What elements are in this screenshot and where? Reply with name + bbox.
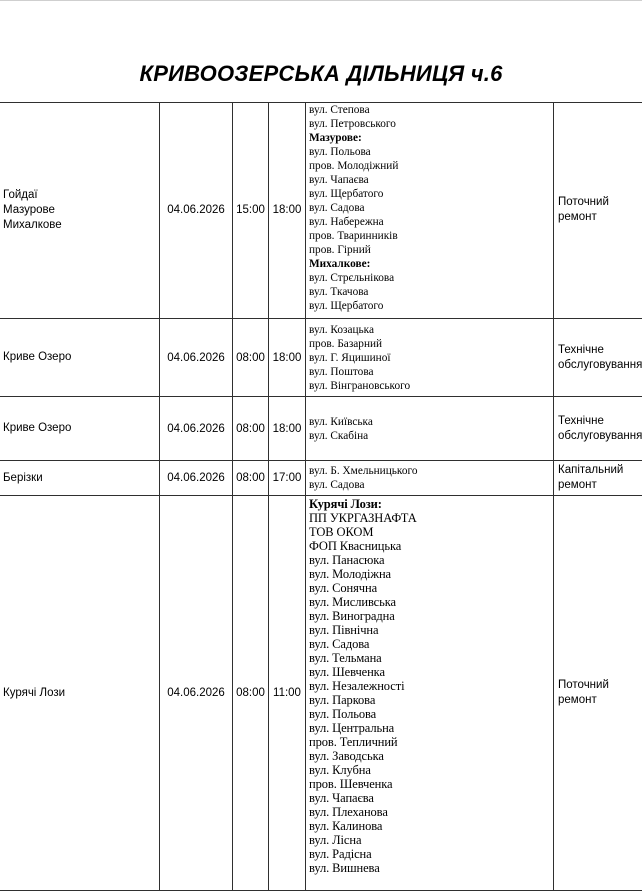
work-type: Поточний ремонт bbox=[558, 679, 609, 706]
streets-cell bbox=[306, 461, 554, 496]
street-item: вул. Панасюка bbox=[309, 553, 385, 567]
place-name: Криве Озеро bbox=[3, 351, 72, 363]
start-time-cell bbox=[233, 319, 269, 397]
outage-date: 04.06.2026 bbox=[167, 422, 225, 435]
end-time: 18:00 bbox=[272, 351, 302, 364]
street-item: вул. Б. Хмельницького bbox=[309, 465, 418, 477]
street-item: вул. Чапаєва bbox=[309, 791, 374, 805]
street-item: вул. Молодіжна bbox=[309, 567, 391, 581]
date-cell bbox=[160, 102, 233, 319]
outage-date: 04.06.2026 bbox=[167, 204, 225, 216]
work-type: Капітальний ремонт bbox=[558, 464, 624, 491]
street-list bbox=[309, 103, 553, 313]
work-type: Технічне обслуговування bbox=[558, 414, 642, 442]
street-item: вул. Стрєльнікова bbox=[309, 272, 395, 284]
end-time: 17:00 bbox=[272, 472, 302, 484]
start-time: 08:00 bbox=[236, 351, 265, 364]
streets-cell bbox=[306, 397, 554, 461]
start-time: 08:00 bbox=[236, 687, 265, 699]
street-item: вул. Чапаєва bbox=[309, 174, 369, 186]
street-item: пров. Молодіжний bbox=[309, 160, 399, 172]
work-type-cell bbox=[554, 461, 642, 496]
place-name: Гойдаї Мазурове Михалкове bbox=[3, 188, 62, 231]
street-item: вул. Радісна bbox=[309, 847, 372, 861]
date-cell bbox=[160, 496, 233, 891]
street-list bbox=[309, 323, 553, 393]
street-item: пров. Базарний bbox=[309, 337, 383, 350]
street-item: вул. Садова bbox=[309, 479, 365, 491]
date-cell bbox=[160, 319, 233, 397]
work-type-cell bbox=[554, 496, 642, 891]
street-item: пров. Шевченка bbox=[309, 777, 393, 791]
village-heading: Мазурове: bbox=[309, 132, 362, 144]
work-type-cell bbox=[554, 102, 642, 319]
street-item: вул. Мисливська bbox=[309, 595, 396, 609]
street-item: ПП УКРГАЗНАФТА bbox=[309, 511, 417, 525]
streets-cell bbox=[306, 496, 554, 891]
date-cell bbox=[160, 461, 233, 496]
place-cell bbox=[0, 397, 160, 461]
start-time-cell bbox=[233, 397, 269, 461]
street-list bbox=[309, 415, 553, 443]
street-item: вул. Садова bbox=[309, 202, 365, 214]
street-list bbox=[309, 464, 553, 492]
street-item: вул. Плеханова bbox=[309, 805, 388, 819]
place-cell bbox=[0, 319, 160, 397]
street-item: вул. Паркова bbox=[309, 693, 376, 707]
street-item: вул. Тельмана bbox=[309, 651, 382, 665]
end-time-cell bbox=[269, 397, 306, 461]
work-type-cell bbox=[554, 319, 642, 397]
outage-date: 04.06.2026 bbox=[167, 687, 225, 699]
page-title: КРИВООЗЕРСЬКА ДІЛЬНИЦЯ ч.6 bbox=[139, 61, 503, 86]
street-item: вул. Г. Яцишиної bbox=[309, 351, 391, 364]
street-item: вул. Щербатого bbox=[309, 188, 384, 200]
start-time-cell bbox=[233, 102, 269, 319]
street-item: вул. Виноградна bbox=[309, 609, 395, 623]
outage-date: 04.06.2026 bbox=[167, 351, 225, 364]
street-item: вул. Калинова bbox=[309, 819, 383, 833]
end-time-cell bbox=[269, 496, 306, 891]
place-name: Криве Озеро bbox=[3, 422, 72, 434]
work-type: Технічне обслуговування bbox=[558, 343, 642, 371]
street-item: вул. Вінграновського bbox=[309, 379, 411, 392]
street-item: вул. Лісна bbox=[309, 833, 362, 847]
start-time-cell bbox=[233, 496, 269, 891]
village-heading: Михалкове: bbox=[309, 258, 371, 270]
street-item: ФОП Квасницька bbox=[309, 539, 402, 553]
street-item: вул. Скабіна bbox=[309, 429, 369, 442]
date-cell bbox=[160, 397, 233, 461]
end-time-cell bbox=[269, 319, 306, 397]
end-time: 11:00 bbox=[273, 687, 301, 699]
start-time: 15:00 bbox=[236, 204, 265, 216]
streets-cell bbox=[306, 319, 554, 397]
street-item: вул. Щербатого bbox=[309, 300, 384, 312]
street-item: пров. Тваринників bbox=[309, 230, 398, 242]
end-time: 18:00 bbox=[272, 204, 302, 216]
start-time: 08:00 bbox=[236, 472, 265, 484]
street-item: вул. Заводська bbox=[309, 749, 384, 763]
street-item: вул. Київська bbox=[309, 415, 373, 428]
street-item: вул. Степова bbox=[309, 104, 370, 116]
end-time-cell bbox=[269, 461, 306, 496]
street-item: ТОВ ОКОМ bbox=[309, 525, 374, 539]
street-item: вул. Центральна bbox=[309, 721, 395, 735]
end-time: 18:00 bbox=[272, 422, 302, 435]
street-item: вул. Польова bbox=[309, 707, 377, 721]
place-cell bbox=[0, 461, 160, 496]
outage-date: 04.06.2026 bbox=[167, 472, 225, 484]
street-list bbox=[309, 497, 553, 875]
end-time-cell bbox=[269, 102, 306, 319]
work-type: Поточний ремонт bbox=[558, 196, 609, 223]
street-item: вул. Північна bbox=[309, 623, 379, 637]
street-item: вул. Набережна bbox=[309, 216, 384, 228]
street-item: вул. Незалежності bbox=[309, 679, 405, 693]
place-name: Курячі Лози bbox=[3, 686, 66, 699]
street-item: вул. Поштова bbox=[309, 365, 374, 378]
street-item: пров. Гірний bbox=[309, 244, 371, 256]
village-heading: Курячі Лози: bbox=[309, 497, 382, 511]
place-cell bbox=[0, 496, 160, 891]
street-item: вул. Вишнева bbox=[309, 861, 380, 875]
street-item: пров. Тепличний bbox=[309, 735, 398, 749]
place-cell bbox=[0, 102, 160, 319]
start-time: 08:00 bbox=[236, 422, 265, 435]
street-item: вул. Сонячна bbox=[309, 581, 378, 595]
work-type-cell bbox=[554, 397, 642, 461]
street-item: вул. Польова bbox=[309, 146, 371, 158]
street-item: вул. Ткачова bbox=[309, 286, 369, 298]
street-item: вул. Козацька bbox=[309, 323, 375, 336]
street-item: вул. Клубна bbox=[309, 763, 371, 777]
street-item: вул. Петровського bbox=[309, 118, 396, 130]
place-name: Берізки bbox=[3, 471, 43, 484]
streets-cell bbox=[306, 102, 554, 319]
street-item: вул. Садова bbox=[309, 637, 370, 651]
start-time-cell bbox=[233, 461, 269, 496]
street-item: вул. Шевченка bbox=[309, 665, 385, 679]
